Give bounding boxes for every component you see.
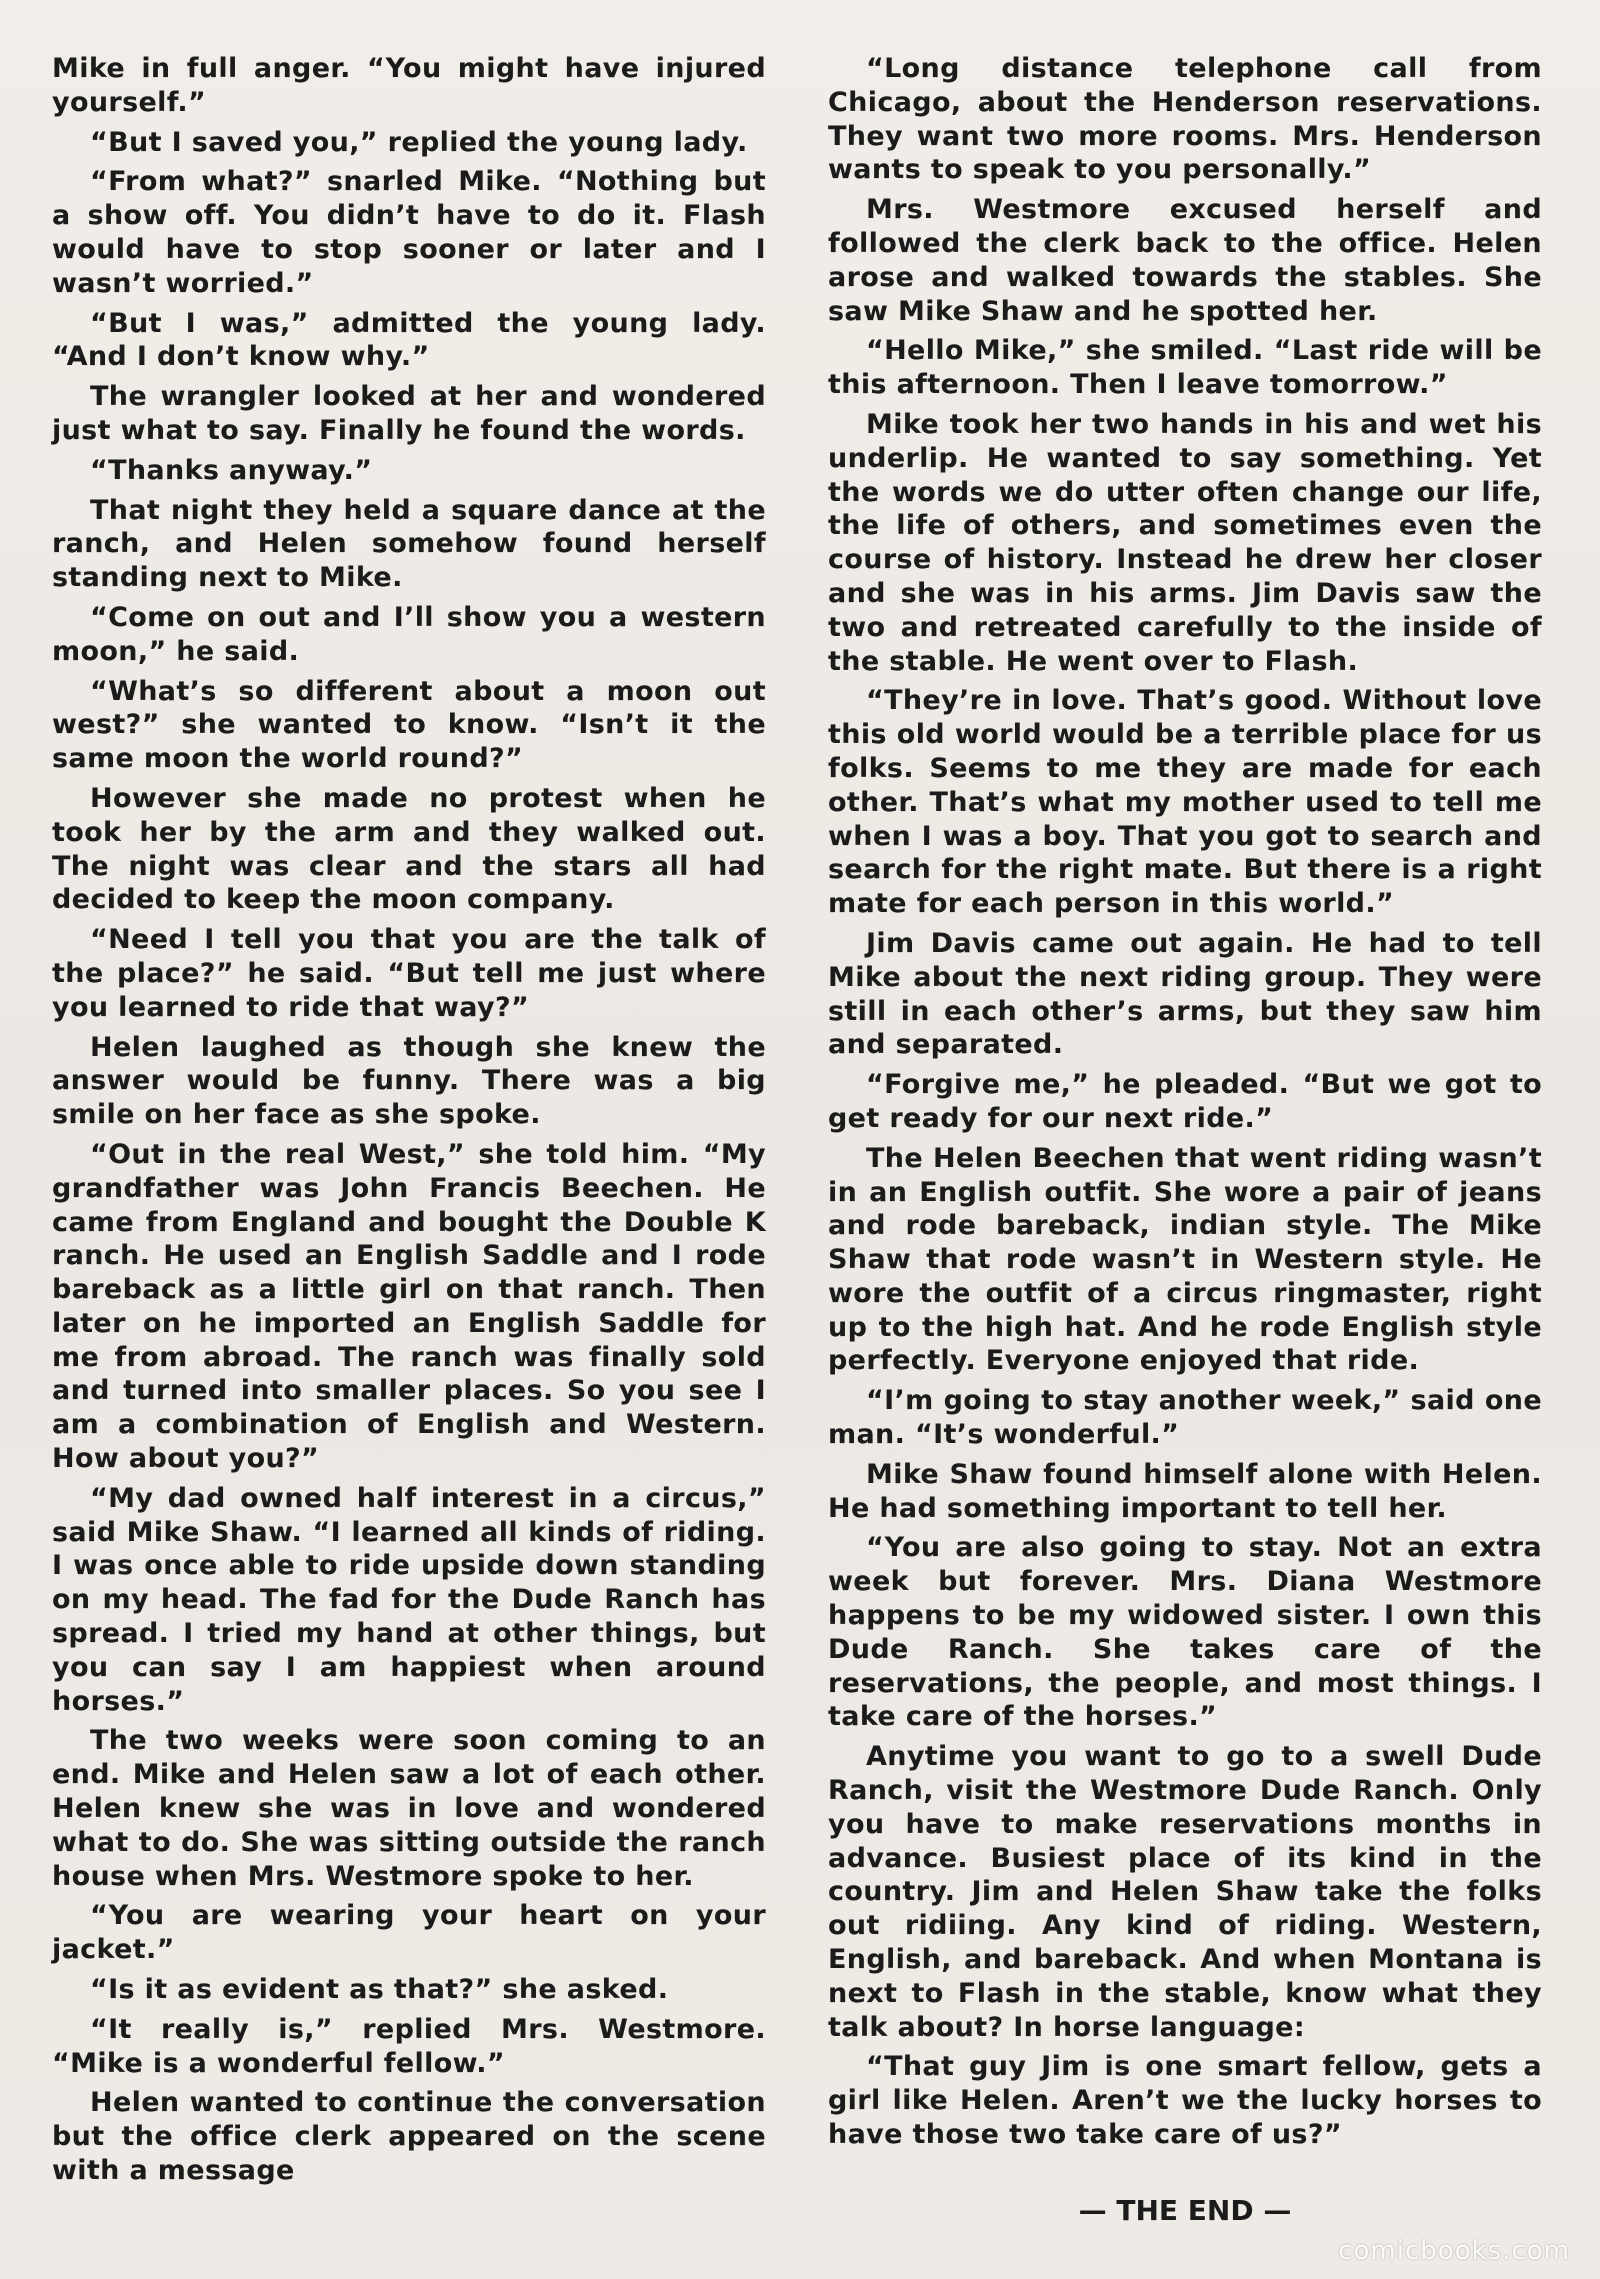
paragraph: That night they held a square dance at the ranch, and Helen somehow found herself standing next to Mike. (52, 494, 766, 594)
paragraph: “From what?” snarled Mike. “Nothing but a show off. You didn’t have to do it. Flash would have to stop sooner or later and I wasn’t worried.” (52, 166, 766, 299)
paragraph: The wrangler looked at her and wondered just what to say. Finally he found the words. (52, 381, 766, 446)
paragraph: “That guy Jim is one smart fellow, gets a girl like Helen. Aren’t we the lucky horses to have those two take care of us?” (828, 2051, 1542, 2151)
paragraph: “Come on out and I’ll show you a western moon,” he said. (52, 601, 766, 667)
paragraph: The two weeks were soon coming to an end. Mike and Helen saw a lot of each other. Helen knew she was in love and wondered what to do. She was sitting outside the ranch house when Mrs. Westmore spoke to her. (52, 1725, 766, 1892)
paragraph: “What’s so different about a moon out west?” she wanted to know. “Isn’t it the same moon the world round?” (52, 675, 766, 775)
paragraph: However she made no protest when he took her by the arm and they walked out. The night was clear and the stars all had decided to keep the moon company. (52, 782, 766, 916)
paragraph: “It really is,” replied Mrs. Westmore. “Mike is a wonderful fellow.” (52, 2013, 766, 2079)
paragraph: “You are also going to stay. Not an extra week but forever. Mrs. Diana Westmore happens to be my widowed sister. I own this Dude Ranch. She takes care of the reservations, the people, and most things. I take care of the horses.” (828, 1532, 1542, 1733)
paragraph: Helen wanted to continue the conversation but the office clerk appeared on the scene with a message (52, 2087, 766, 2187)
paragraph: Helen laughed as though she knew the answer would be funny. There was a big smile on her face as she spoke. (52, 1031, 766, 1131)
paragraph: “Hello Mike,” she smiled. “Last ride will be this afternoon. Then I leave tomorrow.” (828, 335, 1542, 401)
left-text-column (52, 52, 766, 2194)
paragraph: “Thanks anyway.” (90, 454, 373, 486)
paragraph: Mike in full anger. “You might have injured yourself.” (52, 53, 766, 118)
paragraph: “I’m going to stay another week,” said one man. “It’s wonderful.” (828, 1385, 1542, 1451)
paragraph: “Forgive me,” he pleaded. “But we got to get ready for our next ride.” (828, 1069, 1542, 1134)
paragraph: Mike Shaw found himself alone with Helen. He had something important to tell her. (828, 1458, 1542, 1524)
paragraph: Jim Davis came out again. He had to tell Mike about the next riding group. They were still in each other’s arms, but they saw him and separated. (828, 927, 1542, 1061)
paragraph: “Need I tell you that you are the talk of the place?” he said. “But tell me just where you learned to ride that way?” (52, 924, 766, 1023)
paragraph: “Out in the real West,” she told him. “My grandfather was John Francis Beechen. He came from England and bought the Double K ranch. He used an English Saddle and I rode bareback as a little girl on that ranch. Then later on he imported an English Saddle for me from abroad. The ranch was finally sold and turned into smaller places. So you see I am a combination of English and Western. How about you?” (52, 1138, 766, 1475)
watermark: comicbooks.com (1338, 2236, 1570, 2266)
paragraph: “But I was,” admitted the young lady. “And I don’t know why.” (52, 307, 766, 373)
paragraph: “My dad owned half interest in a circus,” said Mike Shaw. “I learned all kinds of riding. I was once able to ride upside down standing on my head. The fad for the Dude Ranch has spread. I tried my hand at other things, but you can say I am happiest when around horses.” (52, 1482, 766, 1717)
paragraph: Mrs. Westmore excused herself and followed the clerk back to the office. Helen arose and walked towards the stables. She saw Mike Shaw and he spotted her. (828, 194, 1542, 327)
paragraph: “You are wearing your heart on your jacket.” (52, 1900, 766, 1966)
paragraph: “Long distance telephone call from Chicago, about the Henderson reservations. They want two more rooms. Mrs. Henderson wants to speak to you personally.” (828, 53, 1542, 186)
paragraph: Anytime you want to go to a swell Dude Ranch, visit the Westmore Dude Ranch. Only you have to make reservations months in advance. Busiest place of its kind in the country. Jim and Helen Shaw take the folks out ridiing. Any kind of riding. Western, English, and bareback. And when Montana is next to Flash in the stable, know what they talk about? In horse language: (828, 1741, 1542, 2043)
paragraph: “Is it as evident as that?” she asked. (90, 1974, 669, 2006)
the-end-marker: — THE END — (1078, 2194, 1292, 2227)
right-text-column (828, 52, 1542, 2158)
paragraph: Mike took her two hands in his and wet his underlip. He wanted to say something. Yet the words we do utter often change our life, the life of others, and sometimes even the course of history. Instead he drew her closer and she was in his arms. Jim Davis saw the two and retreated carefully to the inside of the stable. He went over to Flash. (828, 408, 1542, 677)
paragraph: The Helen Beechen that went riding wasn’t in an English outfit. She wore a pair of jeans and rode bareback, indian style. The Mike Shaw that rode wasn’t in Western style. He wore the outfit of a circus ringmaster, right up to the high hat. And he rode English style perfectly. Everyone enjoyed that ride. (828, 1142, 1542, 1377)
paragraph: “But I saved you,” replied the young lady. (90, 126, 748, 158)
paragraph: “They’re in love. That’s good. Without love this old world would be a terrible place for us folks. Seems to me they are made for each other. That’s what my mother used to tell me when I was a boy. That you got to search and search for the right mate. But there is a right mate for each person in this world.” (828, 685, 1542, 920)
